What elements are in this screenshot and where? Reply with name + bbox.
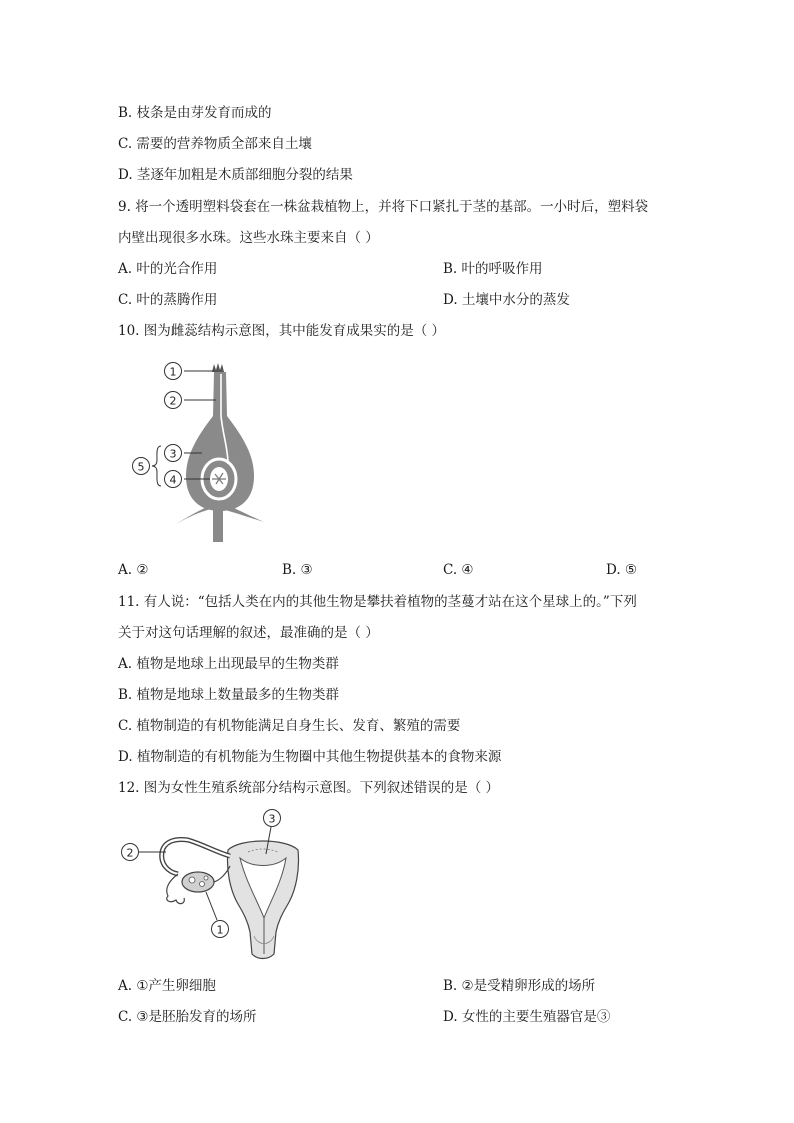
q10-option-b: B. ③ <box>282 562 313 578</box>
q10-option-d: D. ⑤ <box>606 562 638 578</box>
svg-text:5: 5 <box>137 460 145 474</box>
q12-option-a: A. ①产生卵细胞 <box>118 978 216 994</box>
label-2 <box>122 844 139 861</box>
q11-stem-line2: 关于对这句话理解的叙述，最准确的是（ ） <box>118 625 379 641</box>
label-4 <box>165 471 182 488</box>
style <box>213 372 227 416</box>
svg-text:3: 3 <box>169 447 177 461</box>
q11-option-d: D. 植物制造的有机物能为生物圈中其他生物提供基本的食物来源 <box>118 749 502 765</box>
q10-option-a: A. ② <box>118 562 149 578</box>
brace <box>152 446 161 486</box>
label-5 <box>133 458 150 475</box>
label-3 <box>165 445 182 462</box>
label-3 <box>264 810 281 827</box>
ovary <box>182 872 214 892</box>
q9-option-a: A. 叶的光合作用 <box>118 261 218 277</box>
q11-option-a: A. 植物是地球上出现最早的生物类群 <box>118 656 339 672</box>
oviduct <box>162 840 230 875</box>
svg-text:1: 1 <box>216 923 224 937</box>
label-1 <box>212 921 229 938</box>
label-2 <box>165 392 182 409</box>
svg-text:2: 2 <box>169 394 177 408</box>
pedicel <box>213 506 223 542</box>
q9-option-c: C. 叶的蒸腾作用 <box>118 292 218 308</box>
q11-option-c: C. 植物制造的有机物能满足自身生长、发育、繁殖的需要 <box>118 718 461 734</box>
q8-option-d: D. 茎逐年加粗是木质部细胞分裂的结果 <box>118 167 353 183</box>
svg-text:3: 3 <box>268 812 276 826</box>
q10-option-c: C. ④ <box>443 562 474 578</box>
q9-option-b: B. 叶的呼吸作用 <box>443 261 543 277</box>
svg-text:1: 1 <box>169 365 177 379</box>
label-1 <box>165 363 182 380</box>
q12-option-c: C. ③是胚胎发育的场所 <box>118 1009 257 1025</box>
svg-text:4: 4 <box>169 473 177 487</box>
pistil-diagram <box>128 356 268 544</box>
q9-option-d: D. 土壤中水分的蒸发 <box>443 292 570 308</box>
q12-option-b: B. ②是受精卵形成的场所 <box>443 978 596 994</box>
q9-stem-line1: 9. 将一个透明塑料袋套在一株盆栽植物上，并将下口紧扎于茎的基部。一小时后，塑料袋 <box>118 199 649 215</box>
female-reproductive-diagram <box>118 808 308 963</box>
q10-stem: 10. 图为雌蕊结构示意图，其中能发育成果实的是（ ） <box>118 323 446 339</box>
fimbriae <box>167 874 185 904</box>
q8-option-c: C. 需要的营养物质全部来自土壤 <box>118 136 312 152</box>
q8-option-b: B. 枝条是由芽发育而成的 <box>118 105 272 121</box>
svg-text:2: 2 <box>126 846 134 860</box>
q11-option-b: B. 植物是地球上数量最多的生物类群 <box>118 687 340 703</box>
q11-stem-line1: 11. 有人说：“包括人类在内的其他生物是攀扶着植物的茎蔓才站在这个星球上的。”下列 <box>118 594 637 610</box>
q12-option-d: D. 女性的主要生殖器官是③ <box>443 1009 611 1025</box>
q9-stem-line2: 内壁出现很多水珠。这些水珠主要来自（ ） <box>118 230 379 246</box>
ovary <box>186 416 254 511</box>
q12-stem: 12. 图为女性生殖系统部分结构示意图。下列叙述错误的是（ ） <box>118 780 500 796</box>
